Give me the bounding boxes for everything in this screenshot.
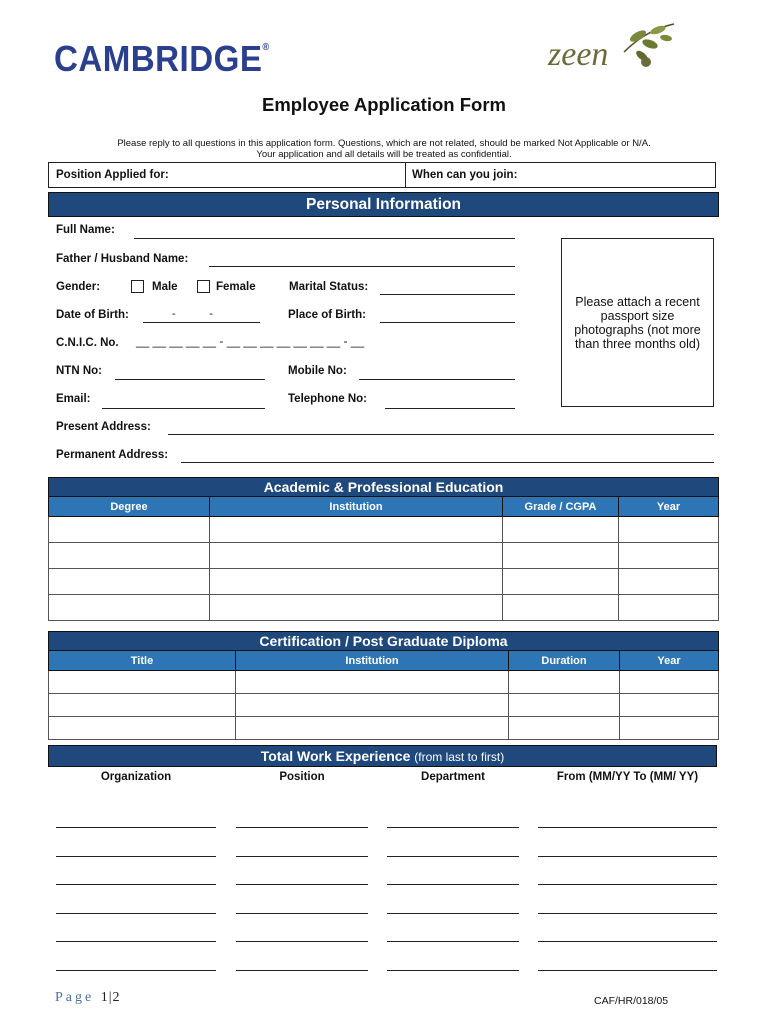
education-cell[interactable] (49, 517, 210, 543)
permanent-address-input[interactable] (181, 448, 714, 463)
experience-entry-line[interactable] (236, 856, 368, 858)
certification-cell[interactable] (620, 671, 719, 694)
certification-rows (49, 671, 719, 740)
ntn-label: NTN No: (56, 365, 102, 377)
experience-entry-line[interactable] (56, 856, 216, 858)
certification-cell[interactable] (509, 694, 620, 717)
certification-cell[interactable] (509, 671, 620, 694)
cnic-input[interactable]: __ __ __ __ __ - __ __ __ __ __ __ __ - __ (136, 334, 365, 348)
experience-entry-line[interactable] (538, 941, 717, 943)
education-cell[interactable] (619, 595, 719, 621)
mobile-input[interactable] (359, 365, 515, 380)
certification-cell[interactable] (49, 671, 236, 694)
form-title: Employee Application Form (262, 94, 506, 115)
form-code: CAF/HR/018/05 (594, 995, 669, 1007)
experience-entry-line[interactable] (56, 884, 216, 886)
certification-cell[interactable] (49, 694, 236, 717)
full-name-label: Full Name: (56, 224, 115, 236)
certification-row (49, 671, 719, 694)
education-cell[interactable] (210, 517, 503, 543)
mobile-label: Mobile No: (288, 365, 347, 377)
education-rows (49, 517, 719, 621)
position-applied-field[interactable] (48, 162, 406, 188)
present-address-label: Present Address: (56, 421, 151, 433)
certification-cell[interactable] (236, 694, 509, 717)
experience-entry-line[interactable] (387, 913, 519, 915)
certification-cell[interactable] (236, 671, 509, 694)
male-checkbox[interactable] (131, 280, 144, 293)
experience-col-position: Position (279, 771, 325, 783)
work-experience-heading (48, 745, 717, 767)
page-label: Page (55, 990, 95, 1005)
education-cell[interactable] (49, 569, 210, 595)
position-applied-label: Position Applied for: (56, 169, 169, 181)
education-cell[interactable] (503, 517, 619, 543)
experience-col-organization: Organization (100, 771, 172, 783)
education-col-year: Year (619, 497, 719, 517)
certification-cell[interactable] (236, 717, 509, 740)
certification-row (49, 717, 719, 740)
experience-col-department: Department (421, 771, 485, 783)
education-cell[interactable] (619, 569, 719, 595)
experience-entry-line[interactable] (387, 827, 519, 829)
certification-cell[interactable] (509, 717, 620, 740)
experience-entry-line[interactable] (56, 941, 216, 943)
certification-heading: Certification / Post Graduate Diploma (48, 631, 719, 652)
photo-box[interactable] (561, 238, 714, 407)
zeen-logo (546, 22, 686, 80)
personal-info-heading: Personal Information (48, 192, 719, 217)
education-cell[interactable] (210, 595, 503, 621)
education-heading: Academic & Professional Education (48, 477, 719, 498)
certification-col-duration: Duration (509, 651, 620, 671)
photo-instructions: Please attach a recent passport size photographs (not more than three months old) (574, 294, 701, 351)
experience-entry-line[interactable] (538, 856, 717, 858)
education-col-grade: Grade / CGPA (503, 497, 619, 517)
certification-cell[interactable] (620, 694, 719, 717)
certification-col-year: Year (620, 651, 719, 671)
dob-separators: - - (172, 308, 213, 320)
certification-table (48, 650, 719, 740)
present-address-input[interactable] (168, 420, 714, 435)
permanent-address-label: Permanent Address: (56, 449, 169, 461)
email-input[interactable] (102, 394, 265, 409)
cnic-label: C.N.I.C. No. (56, 337, 119, 349)
education-col-degree: Degree (49, 497, 210, 517)
education-cell[interactable] (49, 543, 210, 569)
experience-entry-line[interactable] (56, 913, 216, 915)
ntn-input[interactable] (115, 365, 265, 380)
experience-entry-line[interactable] (236, 913, 368, 915)
experience-entry-line[interactable] (538, 913, 717, 915)
certification-col-title: Title (49, 651, 236, 671)
experience-entry-line[interactable] (236, 884, 368, 886)
instructions-line-2: Your application and all details will be treated as confidential. (256, 149, 512, 160)
education-row (49, 517, 719, 543)
experience-entry-line[interactable] (236, 827, 368, 829)
education-row (49, 543, 719, 569)
education-cell[interactable] (503, 595, 619, 621)
education-row (49, 569, 719, 595)
male-label: Male (152, 281, 178, 293)
certification-cell[interactable] (620, 717, 719, 740)
experience-entry-line[interactable] (538, 827, 717, 829)
work-experience-note: (from last to first) (414, 750, 505, 764)
form-instructions (0, 138, 768, 160)
cambridge-logo (54, 38, 270, 80)
experience-entry-line[interactable] (236, 941, 368, 943)
education-cell[interactable] (503, 543, 619, 569)
certification-header-row (49, 651, 719, 671)
certification-col-institution: Institution (236, 651, 509, 671)
join-date-label: When can you join: (412, 169, 518, 181)
education-col-institution: Institution (210, 497, 503, 517)
experience-entry-line[interactable] (538, 884, 717, 886)
place-of-birth-input[interactable] (380, 308, 515, 323)
education-cell[interactable] (619, 517, 719, 543)
full-name-input[interactable] (134, 224, 515, 239)
education-cell[interactable] (619, 543, 719, 569)
father-husband-label: Father / Husband Name: (56, 253, 189, 265)
experience-entry-line[interactable] (387, 856, 519, 858)
gender-label: Gender: (56, 281, 101, 293)
page-number (55, 990, 121, 1006)
page-count: 1|2 (100, 990, 121, 1005)
certification-cell[interactable] (49, 717, 236, 740)
female-checkbox[interactable] (197, 280, 210, 293)
registered-mark: ® (262, 42, 270, 53)
telephone-label: Telephone No: (288, 393, 368, 405)
experience-entry-line[interactable] (387, 970, 519, 972)
education-cell[interactable] (210, 569, 503, 595)
experience-col-dates: From (MM/YY To (MM/ YY) (556, 771, 699, 783)
instructions-line-1: Please reply to all questions in this application form. Questions, which are not related, should be marked Not Applicable or N/A. (117, 138, 651, 149)
experience-entry-line[interactable] (236, 970, 368, 972)
cambridge-logo-text: CAMBRIDGE (54, 38, 263, 79)
place-of-birth-label: Place of Birth: (288, 309, 366, 321)
telephone-input[interactable] (385, 394, 515, 409)
education-table (48, 496, 719, 621)
experience-entry-line[interactable] (56, 827, 216, 829)
work-experience-title: Total Work Experience (260, 748, 411, 764)
education-cell[interactable] (210, 543, 503, 569)
experience-entry-line[interactable] (538, 970, 717, 972)
education-cell[interactable] (503, 569, 619, 595)
female-label: Female (216, 281, 256, 293)
education-header-row (49, 497, 719, 517)
email-label: Email: (56, 393, 91, 405)
marital-status-label: Marital Status: (289, 281, 369, 293)
certification-row (49, 694, 719, 717)
join-date-field[interactable] (405, 162, 716, 188)
dob-label: Date of Birth: (56, 309, 129, 321)
education-row (49, 595, 719, 621)
father-husband-input[interactable] (209, 252, 515, 267)
experience-entry-line[interactable] (387, 884, 519, 886)
marital-status-input[interactable] (380, 280, 515, 295)
experience-entry-line[interactable] (56, 970, 216, 972)
zeen-logo-text: zeen (548, 36, 609, 73)
education-cell[interactable] (49, 595, 210, 621)
experience-entry-line[interactable] (387, 941, 519, 943)
